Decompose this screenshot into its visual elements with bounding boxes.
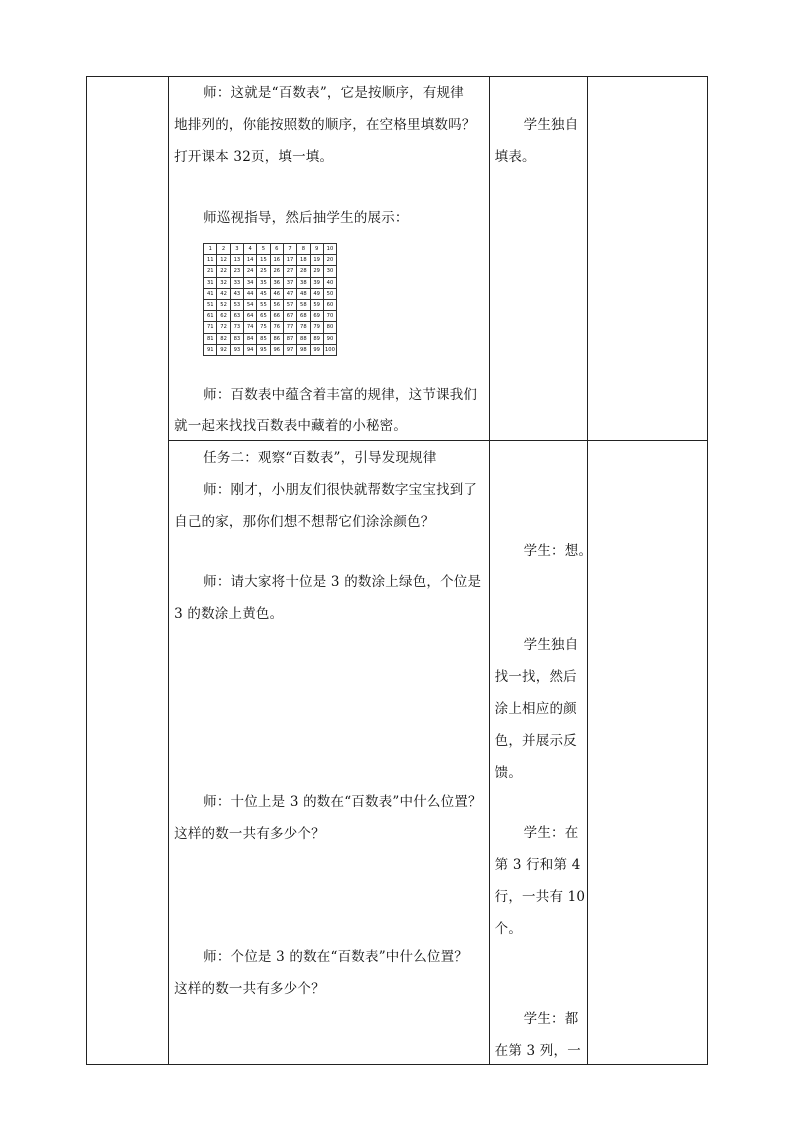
hundred-chart-cell: 7 [283,244,296,255]
hundred-chart-cell: 44 [244,288,257,299]
student-text: 学生：在 [523,825,579,842]
hundred-chart-cell: 5 [257,244,270,255]
hundred-chart-cell: 27 [283,266,296,277]
teacher-activity-cell-2 [169,441,490,1065]
hundred-chart-cell: 100 [323,344,336,355]
task-title: 任务二：观察“百数表”，引导发现规律 [203,450,437,467]
hundred-chart-cell: 16 [270,255,283,266]
hundred-chart-cell: 65 [257,311,270,322]
hundred-chart-cell: 19 [310,255,323,266]
hundred-chart-cell: 17 [283,255,296,266]
hundred-chart-cell: 87 [283,333,296,344]
teacher-text: 师巡视指导，然后抽学生的展示： [203,210,409,226]
notes-cell-2 [587,441,707,1065]
hundred-chart-cell: 21 [204,266,217,277]
teacher-text: 3 的数涂上黄色。 [174,606,284,623]
teacher-text: 师：请大家将十位是 3 的数涂上绿色，个位是 [203,574,482,591]
hundred-chart-cell: 55 [257,299,270,310]
hundred-chart-cell: 72 [217,322,230,333]
hundred-chart-cell: 58 [297,299,310,310]
table-row [87,77,708,441]
hundred-chart-cell: 85 [257,333,270,344]
hundred-chart-cell: 70 [323,311,336,322]
teacher-text: 自己的家，那你们想不想帮它们涂涂颜色？ [174,514,435,531]
hundred-chart-cell: 22 [217,266,230,277]
hundred-chart-cell: 4 [244,244,257,255]
hundred-chart-cell: 35 [257,277,270,288]
hundred-chart-cell: 20 [323,255,336,266]
hundred-chart-cell: 83 [230,333,243,344]
hundred-chart-cell: 52 [217,299,230,310]
hundred-chart-cell: 30 [323,266,336,277]
student-activity-cell-1 [489,77,587,441]
hundred-chart-cell: 91 [204,344,217,355]
hundred-chart-row [204,244,337,255]
hundred-chart-cell: 34 [244,277,257,288]
hundred-chart-cell: 11 [204,255,217,266]
hundred-chart-row [204,266,337,277]
hundred-chart-cell: 60 [323,299,336,310]
student-text: 行，一共有 10 [494,889,586,906]
hundred-chart-cell: 26 [270,266,283,277]
hundred-chart-cell: 40 [323,277,336,288]
hundred-chart-cell: 95 [257,344,270,355]
hundred-chart-cell: 99 [310,344,323,355]
student-text: 学生独自 [523,117,579,133]
student-text: 填表。 [494,149,536,165]
hundred-chart-cell: 68 [297,311,310,322]
teacher-text: 打开课本 32页，填一填。 [174,149,334,165]
hundred-chart-cell: 94 [244,344,257,355]
hundred-chart-row [204,277,337,288]
hundred-chart-cell: 33 [230,277,243,288]
hundred-chart-cell: 80 [323,322,336,333]
hundred-chart-cell: 76 [270,322,283,333]
teacher-activity-cell-1 [169,77,490,441]
hundred-chart-cell: 28 [297,266,310,277]
hundred-chart-cell: 50 [323,288,336,299]
hundred-chart-cell: 1 [204,244,217,255]
hundred-chart-cell: 98 [297,344,310,355]
hundred-chart-row [204,333,337,344]
student-text: 涂上相应的颜 [494,701,577,718]
hundred-chart-cell: 41 [204,288,217,299]
teacher-text: 师：刚才，小朋友们很快就帮数字宝宝找到了 [203,482,478,499]
hundred-chart-cell: 75 [257,322,270,333]
teacher-text: 这样的数一共有多少个？ [174,981,325,998]
teacher-text: 地排列的，你能按照数的顺序，在空格里填数吗？ [174,117,476,133]
hundred-chart-cell: 81 [204,333,217,344]
hundred-chart-cell: 61 [204,311,217,322]
hundred-chart-cell: 6 [270,244,283,255]
hundred-chart-cell: 56 [270,299,283,310]
hundred-chart-cell: 86 [270,333,283,344]
hundred-chart-cell: 10 [323,244,336,255]
hundred-chart-cell: 14 [244,255,257,266]
hundred-chart-cell: 8 [297,244,310,255]
hundred-chart-cell: 73 [230,322,243,333]
notes-cell-1 [587,77,707,441]
hundred-chart-cell: 29 [310,266,323,277]
hundred-chart-cell: 48 [297,288,310,299]
hundred-chart-cell: 88 [297,333,310,344]
hundred-chart-cell: 79 [310,322,323,333]
hundred-chart-cell: 92 [217,344,230,355]
hundred-chart-cell: 24 [244,266,257,277]
lesson-plan-table [86,76,708,1065]
hundred-chart-cell: 77 [283,322,296,333]
teacher-text: 这样的数一共有多少个？ [174,826,325,843]
hundred-chart-cell: 82 [217,333,230,344]
hundred-chart-row [204,255,337,266]
hundred-chart-cell: 62 [217,311,230,322]
student-text: 学生：都 [523,1011,579,1028]
hundred-chart-cell: 89 [310,333,323,344]
hundred-chart-cell: 38 [297,277,310,288]
hundred-chart-row [204,322,337,333]
hundred-chart-cell: 39 [310,277,323,288]
hundred-chart-cell: 74 [244,322,257,333]
teacher-text: 师：个位是 3 的数在“百数表”中什么位置？ [203,949,468,966]
hundred-chart-cell: 78 [297,322,310,333]
hundred-chart-cell: 53 [230,299,243,310]
hundred-chart-cell: 54 [244,299,257,310]
teacher-text: 师：百数表中蕴含着丰富的规律，这节课我们 [203,387,478,403]
student-text: 个。 [494,921,523,938]
hundred-chart-cell: 49 [310,288,323,299]
student-activity-cell-2 [489,441,593,1065]
hundred-chart-cell: 84 [244,333,257,344]
hundred-chart-cell: 57 [283,299,296,310]
hundred-chart-cell: 32 [217,277,230,288]
student-text: 第 3 行和第 4 [494,857,581,874]
student-text: 在第 3 列，一 [494,1043,581,1060]
hundred-chart-cell: 97 [283,344,296,355]
hundred-chart-cell: 12 [217,255,230,266]
hundred-chart-cell: 31 [204,277,217,288]
hundred-chart-cell: 3 [230,244,243,255]
hundred-chart-cell: 47 [283,288,296,299]
hundred-chart-cell: 42 [217,288,230,299]
hundred-chart-row [204,311,337,322]
teacher-text: 就一起来找找百数表中藏着的小秘密。 [174,418,408,434]
teacher-text: 师：十位上是 3 的数在“百数表”中什么位置？ [203,794,482,811]
teacher-text: 师：这就是“百数表”，它是按顺序，有规律 [203,85,464,101]
hundred-chart-cell: 9 [310,244,323,255]
hundred-chart-cell: 37 [283,277,296,288]
hundred-chart-cell: 64 [244,311,257,322]
hundred-chart-cell: 71 [204,322,217,333]
stage-column-cell [87,77,169,1065]
hundred-chart-cell: 67 [283,311,296,322]
hundred-chart-cell: 93 [230,344,243,355]
hundred-chart-cell: 43 [230,288,243,299]
table-row [87,441,708,1065]
hundred-chart-row [204,288,337,299]
hundred-chart-cell: 51 [204,299,217,310]
hundred-chart-cell: 25 [257,266,270,277]
hundred-chart-cell: 15 [257,255,270,266]
student-text: 学生独自 [523,637,579,654]
hundred-chart [203,243,337,356]
hundred-chart-cell: 59 [310,299,323,310]
hundred-chart-cell: 13 [230,255,243,266]
hundred-chart-cell: 96 [270,344,283,355]
hundred-chart-cell: 90 [323,333,336,344]
student-text: 馈。 [494,765,523,782]
hundred-chart-cell: 23 [230,266,243,277]
hundred-chart-row [204,299,337,310]
hundred-chart-cell: 45 [257,288,270,299]
student-text: 学生：想。 [523,543,593,560]
hundred-chart-cell: 63 [230,311,243,322]
hundred-chart-cell: 69 [310,311,323,322]
student-text: 找一找，然后 [494,669,577,686]
hundred-chart-cell: 2 [217,244,230,255]
hundred-chart-cell: 18 [297,255,310,266]
hundred-chart-cell: 46 [270,288,283,299]
student-text: 色，并展示反 [494,733,577,750]
hundred-chart-cell: 66 [270,311,283,322]
hundred-chart-cell: 36 [270,277,283,288]
hundred-chart-row [204,344,337,355]
